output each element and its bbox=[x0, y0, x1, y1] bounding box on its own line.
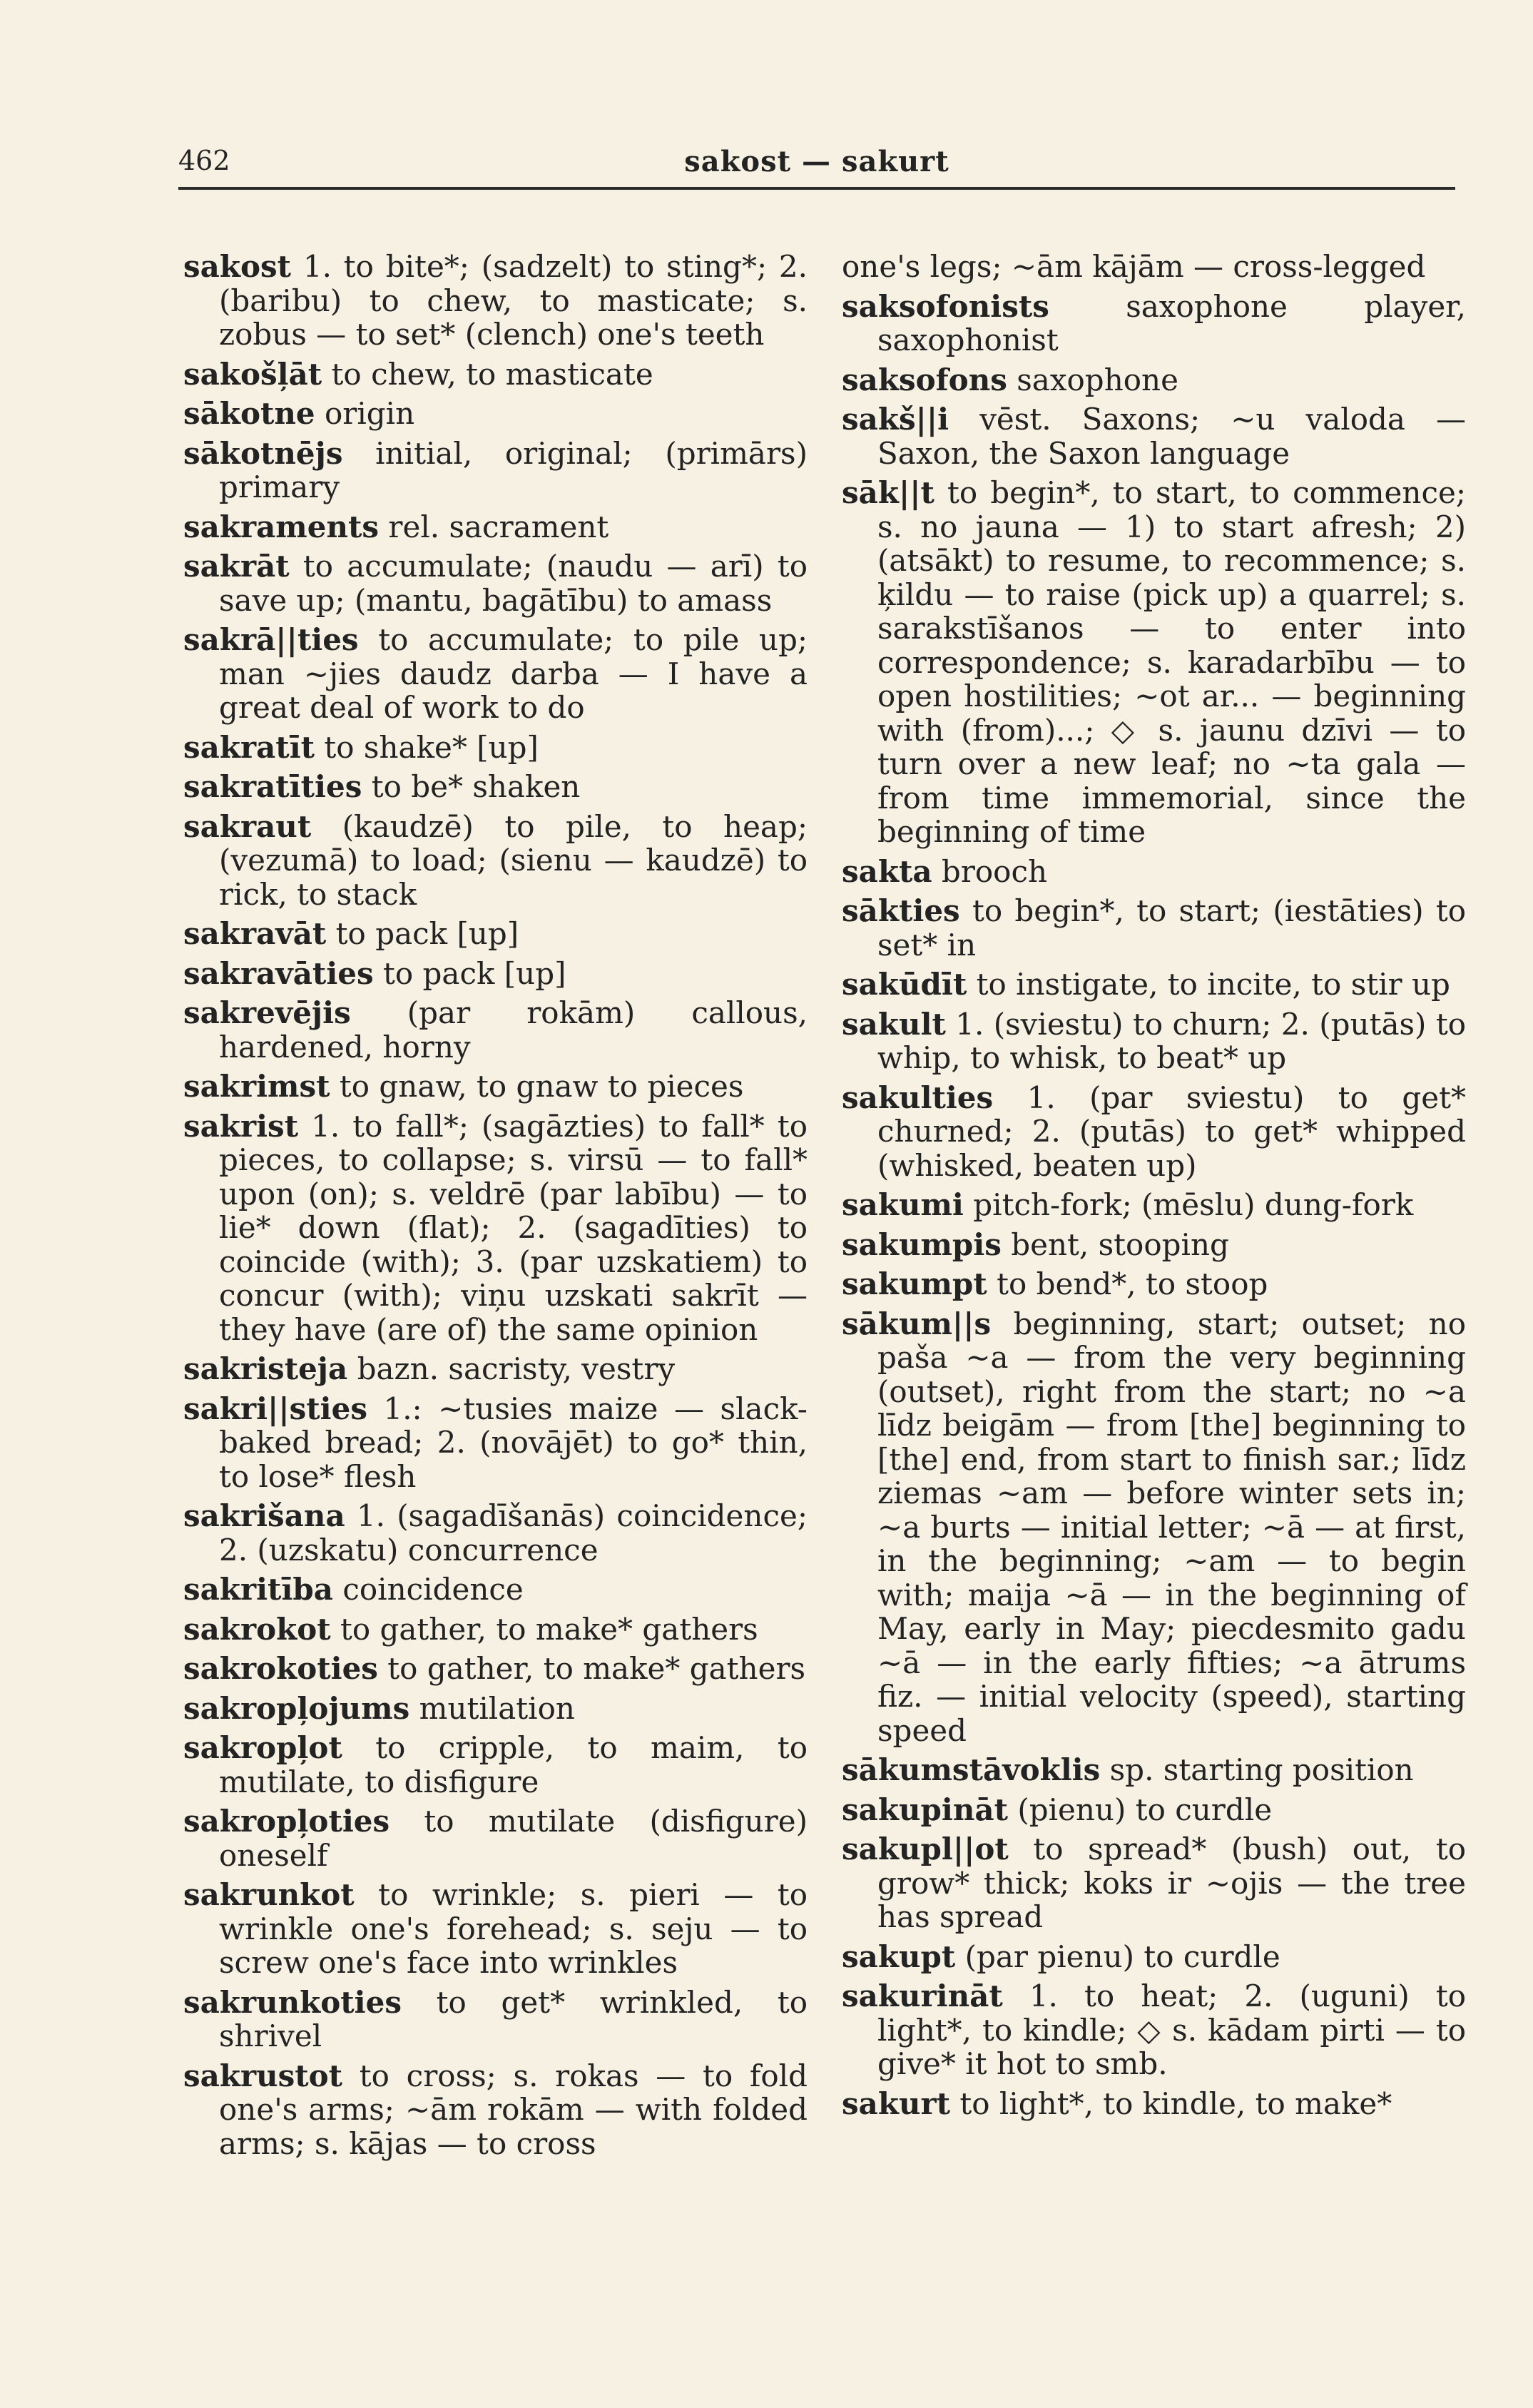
entry-headword: sakumpt bbox=[842, 1266, 987, 1301]
entry-headword: sakrā||ties bbox=[183, 622, 359, 657]
entry-definition: to shake* [up] bbox=[315, 729, 539, 765]
header-rule bbox=[178, 187, 1455, 190]
dictionary-entry bbox=[183, 397, 808, 431]
entry-definition: to be* shaken bbox=[362, 769, 581, 804]
right-column bbox=[842, 250, 1466, 2126]
entry-headword: sakraut bbox=[183, 808, 312, 844]
entry-headword: sakupināt bbox=[842, 1792, 1008, 1827]
entry-definition: to begin*, to start; (iestāties) to set* in bbox=[877, 893, 1466, 962]
entry-definition: to spread* (bush) out, to grow* thick; koks ir ~ojis — the tree has spread bbox=[877, 1832, 1466, 1934]
entry-headword: sakrāt bbox=[183, 549, 290, 584]
entry-headword: sakrimst bbox=[183, 1069, 330, 1104]
entry-headword: sakurināt bbox=[842, 1978, 1003, 2013]
entry-headword: sakrunkot bbox=[183, 1877, 355, 1912]
entry-definition: 1. to fall*; (sagāzties) to fall* to pieces, to collapse; s. virsū — to fall* upon (on); s. veldrē (par labību) — to lie* down (flat); 2. (sagadīties) to coincide (with); 3. (par uzskatiem) to concur (with); viņu uzskati sakrīt — they have (are of) the same opinion bbox=[219, 1108, 808, 1347]
entry-headword: sakrokot bbox=[183, 1611, 331, 1647]
dictionary-entry bbox=[842, 290, 1466, 357]
entry-headword: sakost bbox=[183, 249, 292, 284]
entry-headword: sākties bbox=[842, 893, 960, 928]
dictionary-entry bbox=[842, 476, 1466, 849]
dictionary-entry bbox=[842, 1228, 1466, 1262]
entry-definition: vēst. Saxons; ~u valoda — Saxon, the Saxon language bbox=[877, 402, 1466, 471]
entry-definition: (par rokām) callous, hardened, horny bbox=[219, 995, 808, 1065]
entry-definition: initial, original; (primārs) primary bbox=[219, 435, 808, 504]
entry-headword: sakrokoties bbox=[183, 1651, 378, 1686]
dictionary-entry bbox=[842, 1832, 1466, 1934]
dictionary-entry bbox=[183, 1109, 808, 1347]
entry-definition: to gnaw, to gnaw to pieces bbox=[330, 1069, 744, 1104]
dictionary-entry bbox=[183, 549, 808, 617]
entry-headword: sākotnējs bbox=[183, 435, 343, 471]
entry-definition: 1. (sviestu) to churn; 2. (putās) to whip, to whisk, to beat* up bbox=[877, 1006, 1466, 1075]
dictionary-entry bbox=[183, 1692, 808, 1726]
dictionary-entry bbox=[842, 1267, 1466, 1301]
entry-definition: to accumulate; (naudu — arī) to save up; (mantu, bagātību) to amass bbox=[219, 549, 808, 618]
dictionary-entry bbox=[842, 894, 1466, 962]
dictionary-entry bbox=[842, 1188, 1466, 1222]
entry-definition: saxophone player, saxophonist bbox=[877, 288, 1466, 357]
dictionary-entry bbox=[842, 402, 1466, 470]
entry-headword: sakošļāt bbox=[183, 356, 322, 392]
entry-definition: (kaudzē) to pile, to heap; (vezumā) to load; (sienu — kaudzē) to rick, to stack bbox=[219, 808, 808, 912]
dictionary-entry bbox=[183, 957, 808, 991]
entry-headword: sākotne bbox=[183, 396, 315, 431]
entry-definition: to pack [up] bbox=[373, 955, 566, 991]
dictionary-entry bbox=[183, 810, 808, 912]
entry-definition: to wrinkle; s. pieri — to wrinkle one's forehead; s. seju — to screw one's face into wrinkles bbox=[219, 1877, 808, 1980]
entry-headword: sakult bbox=[842, 1006, 946, 1042]
entry-definition: one's legs; ~ām kājām — cross-legged bbox=[842, 249, 1426, 284]
entry-headword: sakrevējis bbox=[183, 995, 351, 1030]
dictionary-entry bbox=[183, 1804, 808, 1872]
dictionary-entry bbox=[842, 1081, 1466, 1183]
entry-headword: sakūdīt bbox=[842, 967, 967, 1002]
entry-headword: sakš||i bbox=[842, 402, 949, 437]
entry-headword: sakta bbox=[842, 853, 932, 889]
entry-definition: saxophone bbox=[1007, 362, 1178, 397]
dictionary-entry bbox=[183, 1392, 808, 1494]
entry-headword: sakropļoties bbox=[183, 1804, 390, 1839]
entry-definition: (pienu) to curdle bbox=[1007, 1792, 1273, 1827]
entry-definition: 1. (par sviestu) to get* churned; 2. (putās) to get* whipped (whisked, beaten up) bbox=[877, 1079, 1466, 1183]
entry-headword: sakristeja bbox=[183, 1351, 348, 1386]
dictionary-entry bbox=[183, 357, 808, 392]
left-column bbox=[183, 250, 808, 2166]
entry-definition: bent, stooping bbox=[1001, 1226, 1229, 1262]
entry-definition: 1. (sagadīšanās) coincidence; 2. (uzskatu) concurrence bbox=[219, 1498, 808, 1568]
dictionary-entry bbox=[842, 2087, 1466, 2121]
entry-headword: sakumi bbox=[842, 1187, 964, 1222]
dictionary-entry bbox=[183, 510, 808, 544]
entry-definition: to instigate, to incite, to stir up bbox=[967, 967, 1450, 1002]
entry-headword: sakri||sties bbox=[183, 1391, 367, 1426]
dictionary-entry bbox=[183, 1731, 808, 1799]
entry-definition: to cripple, to maim, to mutilate, to disfigure bbox=[219, 1730, 808, 1799]
dictionary-entry bbox=[183, 623, 808, 725]
dictionary-entry bbox=[842, 1007, 1466, 1075]
entry-headword: sakurt bbox=[842, 2086, 951, 2121]
dictionary-entry bbox=[183, 996, 808, 1064]
entry-definition: to light*, to kindle, to make* bbox=[950, 2086, 1392, 2121]
entry-definition: rel. sacrament bbox=[379, 509, 609, 544]
entry-definition: brooch bbox=[932, 853, 1048, 889]
entry-headword: sakravāties bbox=[183, 955, 374, 991]
entry-definition: sp. starting position bbox=[1100, 1752, 1414, 1787]
entry-headword: sakupt bbox=[842, 1939, 956, 1974]
entry-definition: (par pienu) to curdle bbox=[955, 1939, 1280, 1974]
entry-headword: saksofonists bbox=[842, 288, 1049, 324]
entry-headword: sakratīt bbox=[183, 729, 315, 765]
entry-definition: to mutilate (disfigure) oneself bbox=[219, 1804, 808, 1873]
entry-definition: mutilation bbox=[409, 1690, 575, 1726]
dictionary-entry bbox=[183, 1612, 808, 1647]
page-header bbox=[178, 139, 1455, 189]
entry-definition: to accumulate; to pile up; man ~jies daudz darba — I have a great deal of work to do bbox=[219, 622, 808, 725]
entry-definition: to get* wrinkled, to shrivel bbox=[219, 1984, 808, 2053]
dictionary-entry bbox=[183, 731, 808, 765]
dictionary-entry bbox=[842, 1940, 1466, 1974]
page-number: 462 bbox=[178, 145, 230, 176]
dictionary-entry bbox=[183, 1352, 808, 1386]
entry-headword: sakrunkoties bbox=[183, 1984, 402, 2020]
entry-headword: saksofons bbox=[842, 362, 1007, 397]
dictionary-entry bbox=[842, 1753, 1466, 1787]
entry-definition: 1. to bite*; (sadzelt) to sting*; 2. (baribu) to chew, to masticate; s. zobus — to set* (clench) one's teeth bbox=[219, 249, 808, 352]
entry-definition: pitch-fork; (mēslu) dung-fork bbox=[963, 1187, 1414, 1222]
dictionary-entry bbox=[183, 1499, 808, 1567]
entry-definition: 1. to heat; 2. (uguni) to light*, to kindle; ◇ s. kādam pirti — to give* it hot to smb. bbox=[877, 1978, 1466, 2081]
dictionary-entry bbox=[183, 1652, 808, 1686]
dictionary-entry bbox=[842, 1979, 1466, 2081]
entry-headword: sākumstāvoklis bbox=[842, 1752, 1101, 1787]
entry-headword: sakrist bbox=[183, 1108, 299, 1144]
entry-headword: sakropļojums bbox=[183, 1690, 410, 1726]
entry-headword: sakulties bbox=[842, 1079, 994, 1115]
entry-definition: beginning, start; outset; no paša ~a — from the very beginning (outset), right from the start; no ~a līdz beigām — from [the] beginning to [the] end, from start to finish sar.; līdz ziemas ~am — before winter sets in; ~a burts — initial letter; ~ā — at first, in the beginning; ~am — to begin with; maija ~ā — in the beginning of May, early in May; piecdesmito gadu ~ā — in the early fifties; ~a ātrums fiz. — initial velocity (speed), starting speed bbox=[877, 1306, 1466, 1748]
entry-headword: sakratīties bbox=[183, 769, 362, 804]
entry-headword: sakropļot bbox=[183, 1730, 342, 1765]
dictionary-entry bbox=[842, 363, 1466, 397]
dictionary-entry bbox=[842, 250, 1466, 284]
entry-headword: sakraments bbox=[183, 509, 380, 544]
dictionary-entry bbox=[183, 437, 808, 504]
running-head: sakost — sakurt bbox=[684, 145, 949, 178]
entry-headword: sākum||s bbox=[842, 1306, 992, 1341]
dictionary-entry bbox=[842, 1307, 1466, 1748]
dictionary-entry bbox=[842, 1793, 1466, 1827]
dictionary-entry bbox=[183, 2059, 808, 2161]
dictionary-entry bbox=[183, 770, 808, 804]
entry-headword: sāk||t bbox=[842, 475, 934, 510]
entry-definition: to chew, to masticate bbox=[322, 356, 653, 392]
dictionary-entry bbox=[183, 250, 808, 352]
entry-headword: sakumpis bbox=[842, 1226, 1002, 1262]
entry-headword: sakupl||ot bbox=[842, 1832, 1009, 1866]
entry-definition: 1.: ~tusies maize — slack-baked bread; 2. (novājēt) to go* thin, to lose* flesh bbox=[219, 1391, 808, 1494]
dictionary-entry bbox=[183, 1070, 808, 1104]
dictionary-entry bbox=[183, 1986, 808, 2053]
entry-definition: to gather, to make* gathers bbox=[330, 1611, 758, 1647]
dictionary-entry bbox=[183, 1878, 808, 1980]
entry-definition: to begin*, to start, to commence; s. no jauna — 1) to start afresh; 2) (atsākt) to resume, to recommence; s. ķildu — to raise (pick up) a quarrel; s. sarakstīšanos — to enter into correspondence; s. karadarbību — to open hostilities; ~ot ar... — beginning with (from)...; ◇ s. jaunu dzīvi — to turn over a new leaf; no ~ta gala — from time immemorial, since the beginning of time bbox=[877, 475, 1466, 849]
entry-definition: to pack [up] bbox=[326, 916, 519, 951]
entry-headword: sakrišana bbox=[183, 1498, 345, 1533]
entry-headword: sakravāt bbox=[183, 916, 327, 951]
entry-definition: to bend*, to stoop bbox=[987, 1266, 1268, 1301]
entry-definition: origin bbox=[315, 396, 415, 431]
entry-definition: coincidence bbox=[332, 1572, 524, 1607]
entry-definition: to cross; s. rokas — to fold one's arms; ~ām rokām — with folded arms; s. kājas — to cross bbox=[219, 2058, 808, 2161]
entry-definition: to gather, to make* gathers bbox=[377, 1651, 806, 1686]
entry-definition: bazn. sacristy, vestry bbox=[347, 1351, 676, 1386]
dictionary-entry bbox=[842, 855, 1466, 889]
entry-headword: sakrustot bbox=[183, 2058, 343, 2093]
entry-headword: sakritība bbox=[183, 1572, 333, 1607]
dictionary-entry bbox=[183, 1573, 808, 1607]
dictionary-entry bbox=[183, 917, 808, 951]
dictionary-entry bbox=[842, 967, 1466, 1002]
